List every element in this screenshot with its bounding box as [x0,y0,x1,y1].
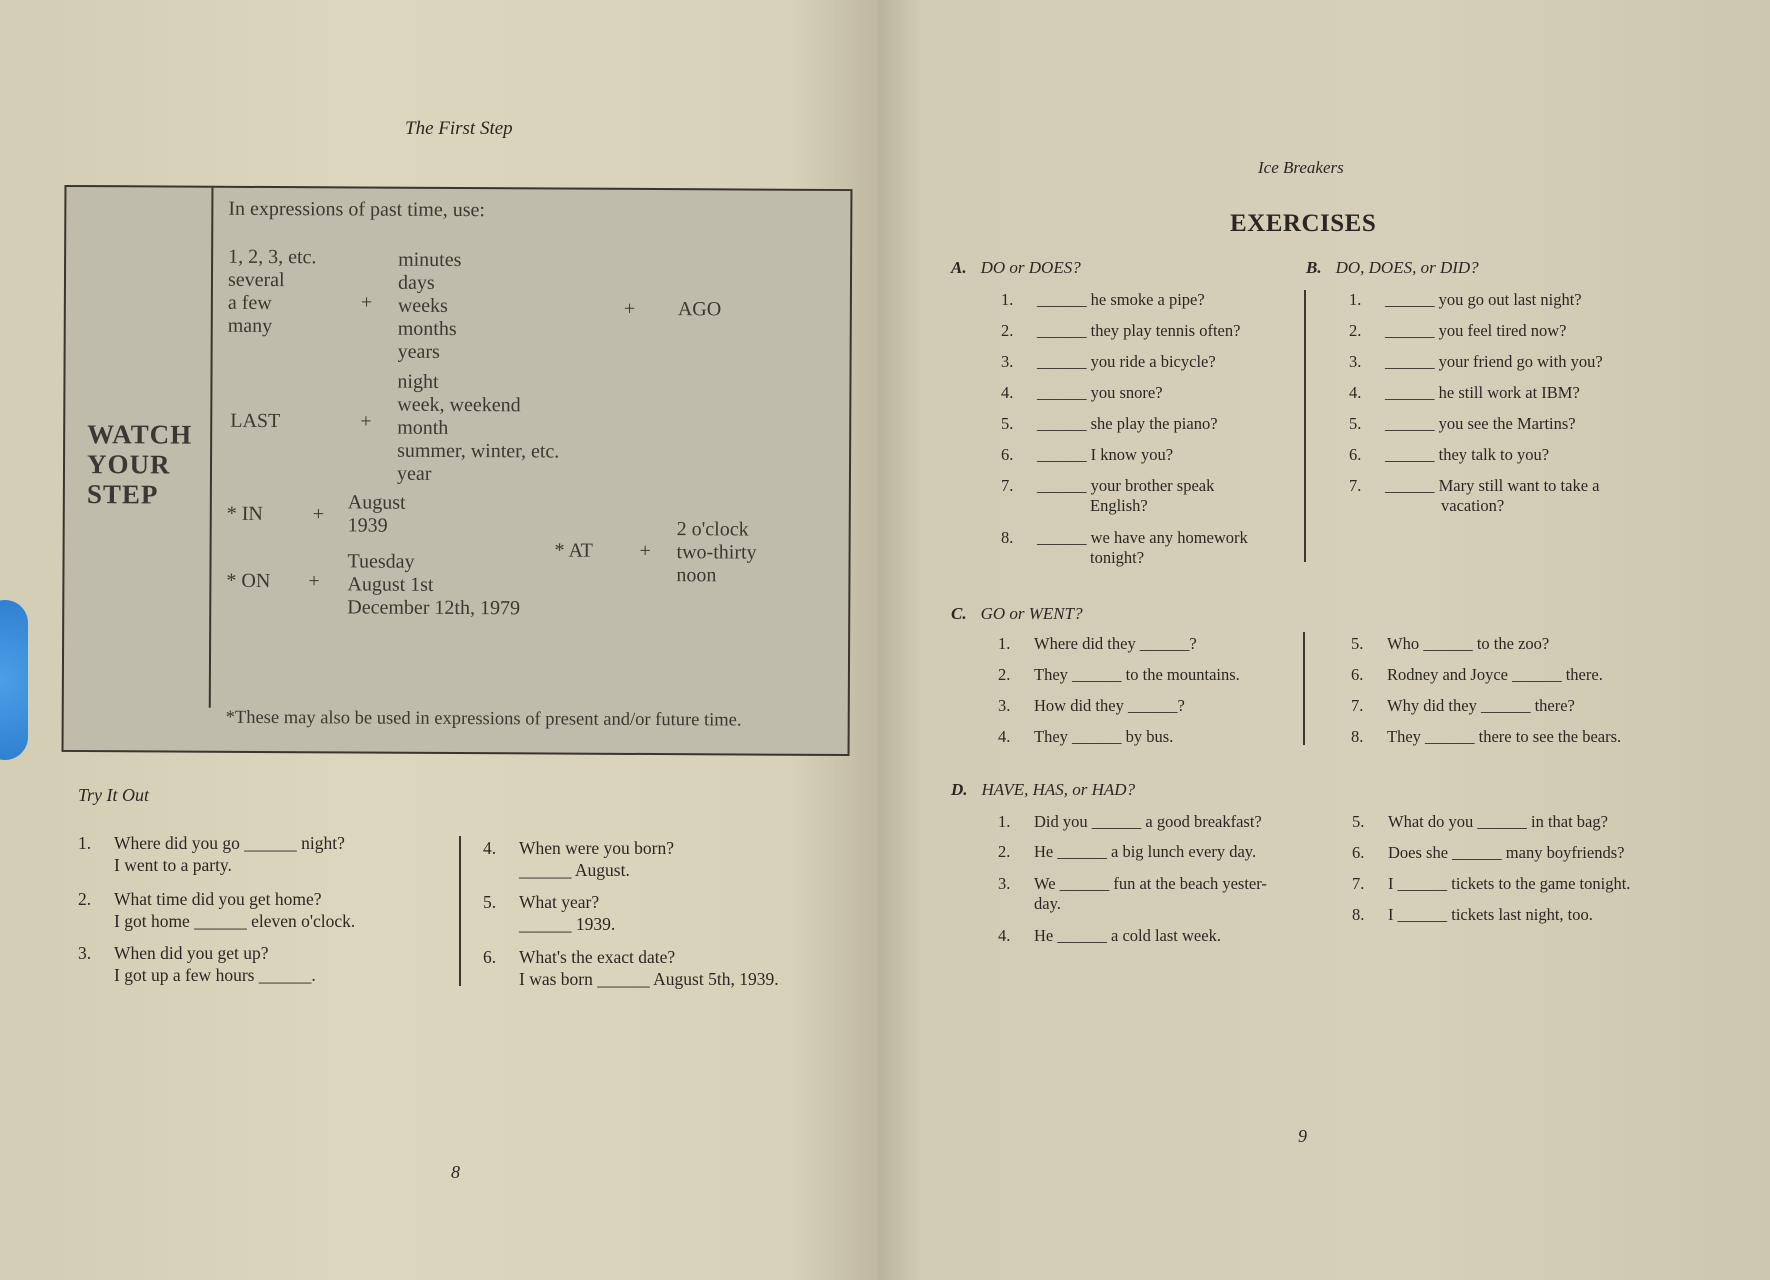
section-a-heading: A. DO or DOES? [951,258,1081,277]
box-divider [209,188,214,708]
on-values: Tuesday August 1st December 12th, 1979 [347,550,521,620]
try-it-out-heading: Try It Out [78,785,150,805]
in-label: * IN [226,502,263,525]
ago-label: AGO [677,298,722,321]
right-page: Ice Breakers EXERCISES A. DO or DOES? 1. ______ he smoke a pipe? 2. ______ they play tennis often? 3. ______ you ride a bicycle? 4. ______ you snore? 5. ______ she play the piano? 6. ______ I know you? 7. ______ your brother speak English? 8. ______ we have any homework tonight? B. DO, DOES, or DID? 1. ______ you go out last night? 2. ______ you feel tired now? 3. ______ your friend go with you? 4. ______ he still work at IBM? 5. ______ you see the Martins? 6. ______ they talk to you? 7. ______ Mary still want to take a vacation? C. GO or WENT? 1. Where did they ______? 2. They ______ to the mountains. 3. How did they ______? 4. They ______ by bus. 5. Who ______ to the zoo? 6. Rodney and Joyce ______ there. 7. Why did they ______ there? 8. They ______ there to see the bears. D. HAVE, HAS, or HAD? 1. Did you ______ a good breakfast? 2. He ______ a big lunch every day. 3. We ______ fun at the beach yester- day. 4. He ______ a cold last week. 5. What do you ______ in that bag? 6. Does she ______ many boyfriends? 7. I ______ tickets to the game tonight. 8. I ______ tickets last night, too. 9 [878,0,1770,1280]
column-divider [1304,290,1306,562]
box-intro: In expressions of past time, use: [228,197,486,222]
plus-sign: + [360,291,373,314]
plus-sign: + [623,297,636,320]
watch-your-step-box [62,185,853,756]
running-head-right: Ice Breakers [1258,158,1344,177]
running-head-left: The First Step [405,118,513,139]
last-units-list: night week, weekend month summer, winter, etc. year [396,370,560,485]
watch-your-step-label: WATCH YOUR STEP [86,419,193,510]
try-item: 5. What year? ______ 1939. [483,892,616,934]
on-label: * ON [226,569,271,593]
box-footnote: *These may also be used in expressions of present and/or future time. [225,707,742,731]
section-c-heading: C. GO or WENT? [951,604,1083,623]
try-item: 4. When were you born? ______ August. [483,838,675,880]
try-item: 3. When did you get up? I got up a few hours ______. [78,943,316,985]
quantities-list: 1, 2, 3, etc. several a few many [227,245,317,338]
plus-sign: + [639,539,651,563]
exercises-title: EXERCISES [1230,210,1377,237]
plus-sign: + [360,410,372,433]
left-page [0,0,878,1280]
try-item: 2. What time did you get home? I got home ______ eleven o'clock. [78,889,356,931]
time-units-list: minutes days weeks months years [397,248,462,363]
thumb-in-frame [0,600,28,760]
plus-sign: + [308,570,320,593]
try-item: 6. What's the exact date? I was born ______ August 5th, 1939. [483,947,779,989]
column-divider [1303,632,1305,745]
last-label: LAST [230,409,281,433]
page-number-left: 8 [451,1162,460,1182]
section-b-heading: B. DO, DOES, or DID? [1306,258,1479,277]
plus-sign: + [312,503,325,526]
page-number-right: 9 [1298,1126,1307,1146]
section-d-heading: D. HAVE, HAS, or HAD? [951,780,1136,799]
in-values: August 1939 [347,491,406,537]
at-label: * AT [554,539,593,562]
at-values: 2 o'clock two-thirty noon [676,518,757,587]
try-item: 1. Where did you go ______ night? I went to a party. [78,833,345,875]
column-divider [459,836,461,986]
